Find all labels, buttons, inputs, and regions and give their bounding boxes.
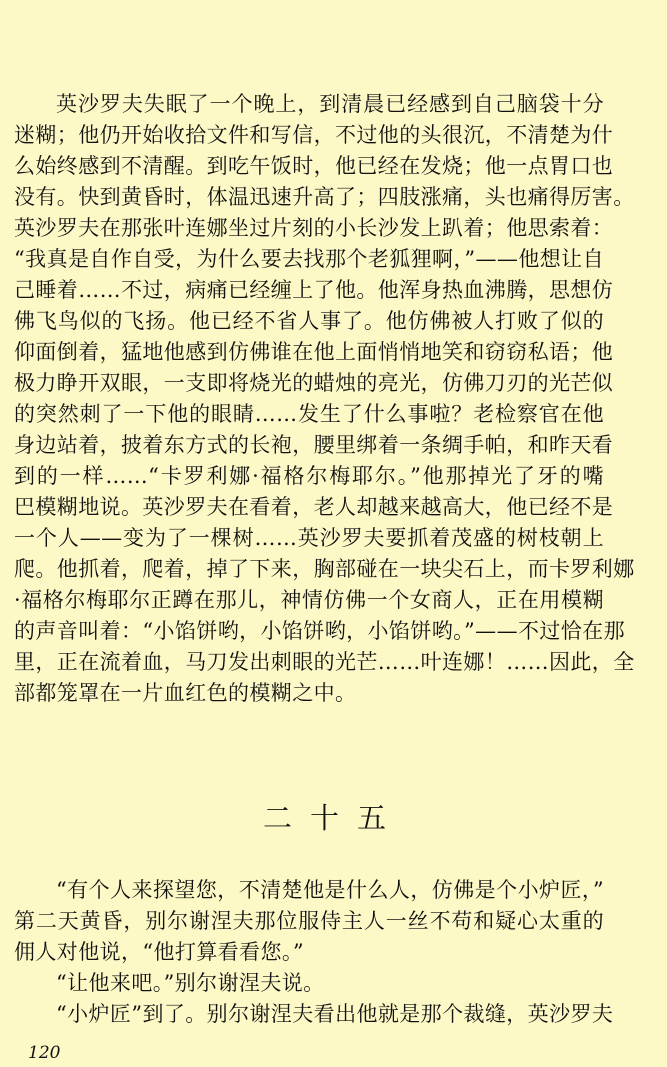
text-line: 到的一样……“卡罗利娜·福格尔梅耶尔。”他那掉光了牙的嘴 <box>14 464 604 488</box>
text-line: “让他来吧。”别尔谢涅夫说。 <box>56 971 325 995</box>
text-line: “小炉匠”到了。别尔谢涅夫看出他就是那个裁缝，英沙罗夫 <box>56 1002 614 1026</box>
text-line: 佣人对他说，“他打算看看您。” <box>14 940 304 964</box>
text-line: 的声音叫着：“小馅饼哟，小馅饼哟，小馅饼哟。”——不过恰在那 <box>14 619 625 643</box>
text-line: ·福格尔梅耶尔正蹲在那儿，神情仿佛一个女商人，正在用模糊 <box>14 588 604 612</box>
text-line: 仰面倒着，猛地他感到仿佛谁在他上面悄悄地笑和窃窃私语；他 <box>14 340 614 364</box>
text-line: 一个人——变为了一棵树……英沙罗夫要抓着茂盛的树枝朝上 <box>14 526 604 550</box>
text-line: 己睡着……不过，病痛已经缠上了他。他浑身热血沸腾，思想仿 <box>14 278 614 302</box>
text-line: 的突然刺了一下他的眼睛……发生了什么事啦？老检察官在他 <box>14 402 604 426</box>
text-line: 巴模糊地说。英沙罗夫在看着，老人却越来越高大，他已经不是 <box>14 495 614 519</box>
text-line: 么始终感到不清醒。到吃午饭时，他已经在发烧；他一点胃口也 <box>14 154 614 178</box>
page-number: 120 <box>28 1043 61 1063</box>
text-line: 迷糊；他仍开始收拾文件和写信，不过他的头很沉，不清楚为什 <box>14 123 614 147</box>
text-line: 里，正在流着血，马刀发出刺眼的光芒……叶连娜！……因此，全 <box>14 650 635 674</box>
text-line: 爬。他抓着，爬着，掉了下来，胸部碰在一块尖石上，而卡罗利娜 <box>14 557 635 581</box>
text-line: 佛飞鸟似的飞扬。他已经不省人事了。他仿佛被人打败了似的 <box>14 309 604 333</box>
chapter-heading: 二十五 <box>262 801 404 835</box>
text-line: 部都笼罩在一片血红色的模糊之中。 <box>14 681 357 705</box>
text-line: “我真是自作自受，为什么要去找那个老狐狸啊，”——他想让自 <box>14 247 604 271</box>
text-line: 极力睁开双眼，一支即将烧光的蜡烛的亮光，仿佛刀刃的光芒似 <box>14 371 614 395</box>
text-line: 身边站着，披着东方式的长袍，腰里绑着一条绸手帕，和昨天看 <box>14 433 614 457</box>
text-line: “有个人来探望您，不清楚他是什么人，仿佛是个小炉匠，” <box>56 878 604 902</box>
text-line: 没有。快到黄昏时，体温迅速升高了；四肢涨痛，头也痛得厉害。 <box>14 185 635 209</box>
text-line: 英沙罗夫在那张叶连娜坐过片刻的小长沙发上趴着；他思索着： <box>14 216 614 240</box>
text-line: 第二天黄昏，别尔谢涅夫那位服侍主人一丝不苟和疑心太重的 <box>14 909 604 933</box>
text-line: 英沙罗夫失眠了一个晚上，到清晨已经感到自己脑袋十分 <box>56 92 604 116</box>
